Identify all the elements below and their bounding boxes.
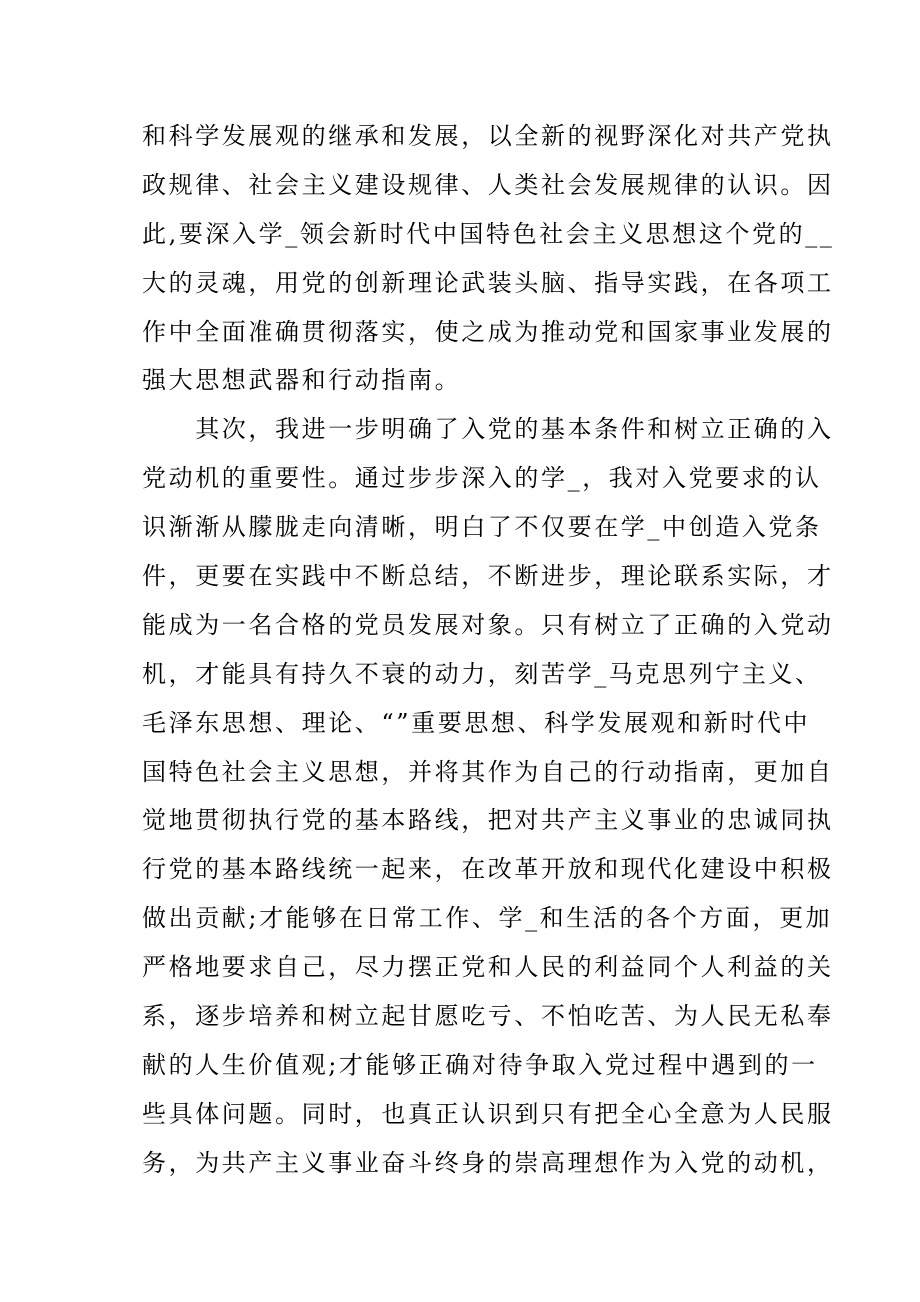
text-line: 国特色社会主义思想，并将其作为自己的行动指南，更加自 [142,757,834,786]
text-line: 做出贡献;才能够在日常工作、学_和生活的各个方面，更加 [142,904,833,933]
text-line: 务，为共产主义事业奋斗终身的崇高理想作为入党的动机， [142,1148,834,1177]
text-line: 机，才能具有持久不衰的动力，刻苦学_马克思列宁主义、 [142,659,822,688]
text-line: 党动机的重要性。通过步步深入的学_，我对入党要求的认 [142,464,822,493]
text-line: 严格地要求自己，尽力摆正党和人民的利益同个人利益的关 [142,953,834,982]
text-line: 大的灵魂，用党的创新理论武装头脑、指导实践，在各项工 [142,268,834,297]
text-line: 系，逐步培养和树立起甘愿吃亏、不怕吃苦、为人民无私奉 [142,1002,834,1031]
text-line: 些具体问题。同时，也真正认识到只有把全心全意为人民服 [142,1099,834,1128]
text-line: 献的人生价值观;才能够正确对待争取入党过程中遇到的一 [142,1050,818,1079]
text-line: 强大思想武器和行动指南。 [142,366,462,395]
text-line: 作中全面准确贯彻落实，使之成为推动党和国家事业发展的 [142,317,834,346]
text-line: 此,要深入学_领会新时代中国特色社会主义思想这个党的__ [142,219,835,248]
text-line: 和科学发展观的继承和发展，以全新的视野深化对共产党执 [142,122,834,150]
text-line: 毛泽东思想、理论、“”重要思想、科学发展观和新时代中 [142,708,811,737]
text-line: 件，更要在实践中不断总结，不断进步，理论联系实际，才 [142,562,834,591]
text-line: 行党的基本路线统一起来，在改革开放和现代化建设中积极 [142,855,834,884]
text-line: 能成为一名合格的党员发展对象。只有树立了正确的入党动 [142,610,834,639]
text-line: 觉地贯彻执行党的基本路线，把对共产主义事业的忠诚同执 [142,806,834,835]
text-line: 政规律、社会主义建设规律、人类社会发展规律的认识。因 [142,170,834,199]
text-line: 识渐渐从朦胧走向清晰，明白了不仅要在学_中创造入党条 [142,513,822,542]
text-line: 其次，我进一步明确了入党的基本条件和树立正确的入 [142,415,834,444]
body-text [142,112,835,1188]
